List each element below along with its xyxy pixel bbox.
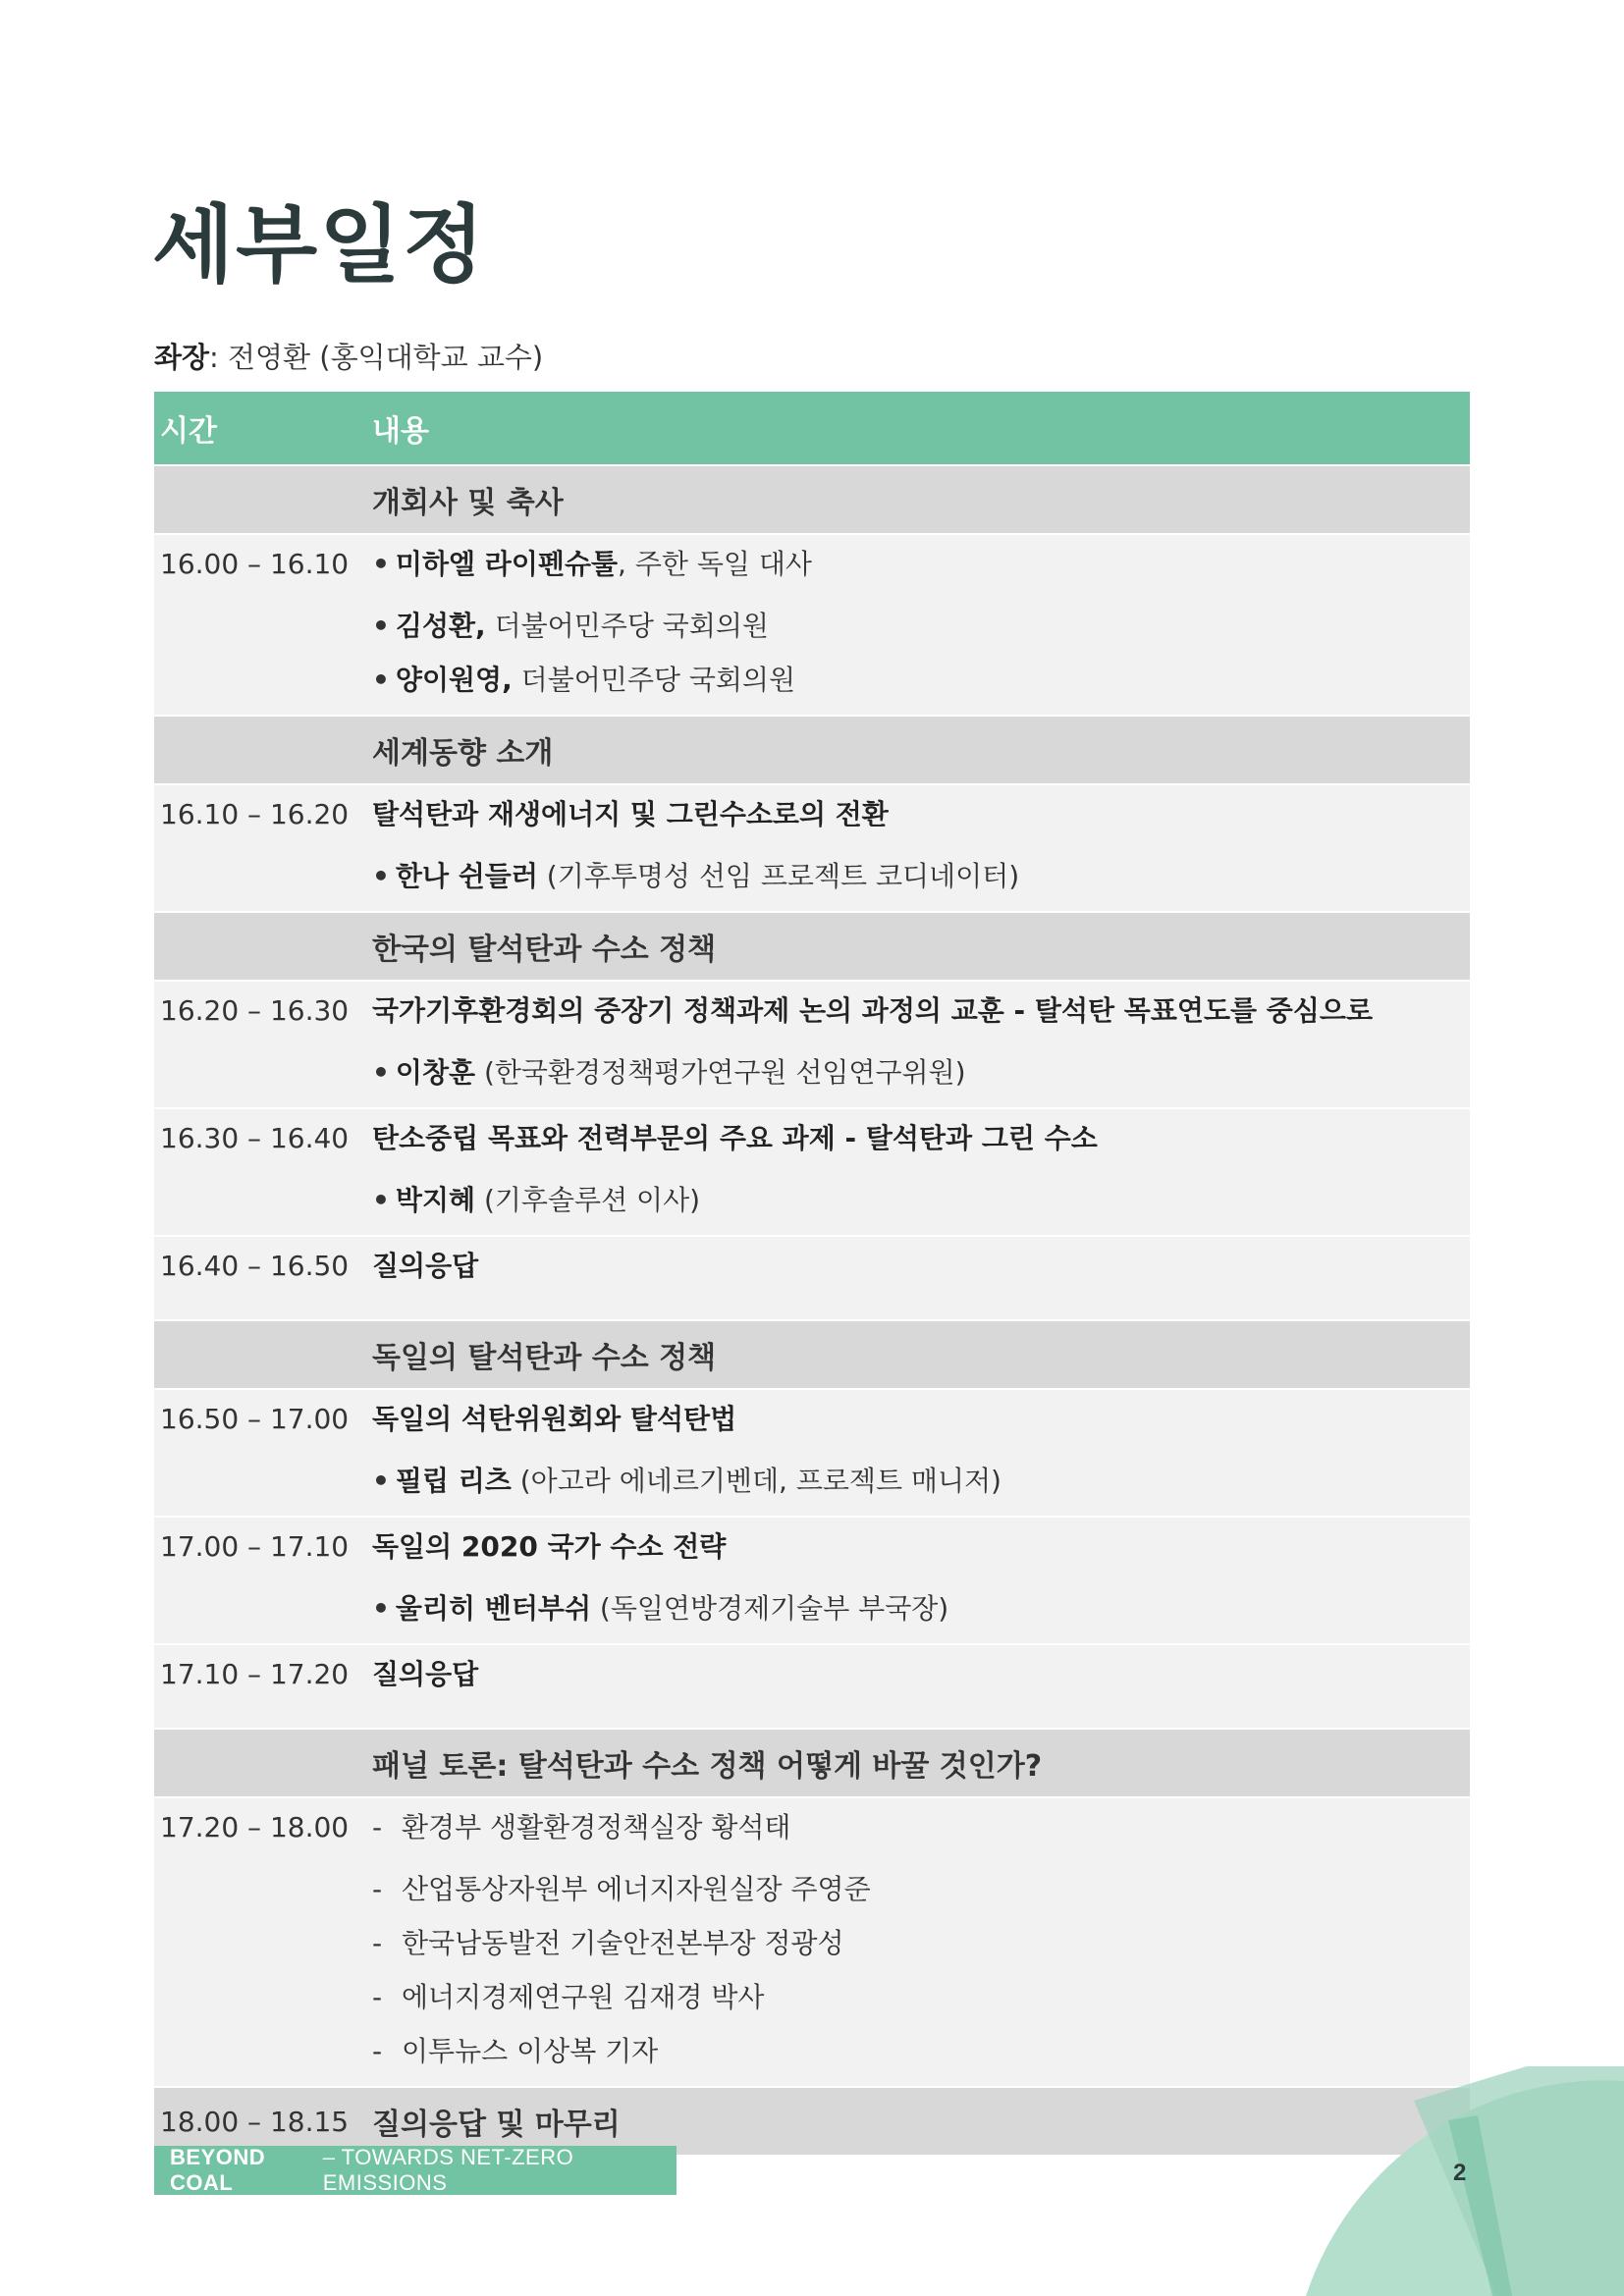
speaker-name: 울리히 벤터부쉬 — [395, 1592, 591, 1625]
row-content — [372, 1247, 1470, 1319]
row-time: 16.40 – 16.50 — [160, 1250, 350, 1282]
header-content: 내용 — [372, 414, 429, 449]
speaker-name: 필립 리츠 — [395, 1465, 512, 1497]
speaker-name: 김성환, — [395, 610, 486, 642]
table-row — [154, 1516, 1470, 1643]
section-header — [154, 464, 1470, 533]
list-item — [372, 1045, 1470, 1099]
table-header — [154, 392, 1470, 464]
bullet-icon: • — [372, 548, 390, 580]
page-title: 세부일정 — [152, 196, 487, 294]
speaker-detail: (기후솔루션 이사) — [475, 1184, 701, 1216]
section-header — [154, 1728, 1470, 1796]
section-title: 독일의 탈석탄과 수소 정책 — [372, 1341, 717, 1375]
bullet-icon: • — [372, 610, 390, 642]
list-item — [372, 1970, 1470, 2024]
speaker-detail: 한국남동발전 기술안전본부장 정광성 — [402, 1927, 844, 1959]
table-row — [154, 1235, 1470, 1319]
list-item — [372, 1581, 1470, 1635]
chair-line — [154, 336, 543, 376]
row-time: 17.00 – 17.10 — [160, 1530, 350, 1563]
speaker-name: 이창훈 — [395, 1056, 476, 1089]
bullet-icon: • — [372, 1056, 390, 1089]
row-heading: 국가기후환경회의 중장기 정책과제 논의 과정의 교훈 - 탈석탄 목표연도를 중심으로 — [372, 994, 1373, 1027]
speaker-detail: 에너지경제연구원 김재경 박사 — [402, 1981, 765, 2013]
speaker-detail: 환경부 생활환경정책실장 황석태 — [402, 1811, 791, 1843]
row-time: 16.20 – 16.30 — [160, 994, 350, 1027]
speaker-name: 한나 쉰들러 — [395, 860, 538, 892]
table-row — [154, 1643, 1470, 1728]
speaker-detail: 이투뉴스 이상복 기자 — [402, 2035, 659, 2067]
speaker-detail: 산업통상자원부 에너지자원실장 주영준 — [402, 1873, 871, 1905]
speaker-name: 박지혜 — [395, 1184, 476, 1216]
section-title: 패널 토론: 탈석탄과 수소 정책 어떻게 바꿀 것인가? — [372, 1749, 1043, 1784]
footer-tagline: – TOWARDS NET-ZERO EMISSIONS — [322, 2145, 574, 2195]
row-heading: 독일의 2020 국가 수소 전략 — [372, 1530, 727, 1563]
row-content — [372, 1655, 1470, 1728]
table-body — [154, 464, 1470, 2155]
row-content — [372, 991, 1470, 1099]
list-item — [372, 1808, 1470, 1847]
footer-brand: BEYOND COAL — [170, 2145, 266, 2195]
closing-time: 18.00 – 18.15 — [160, 2105, 350, 2138]
list-item — [372, 545, 1470, 584]
row-content — [372, 1527, 1470, 1635]
row-content — [372, 795, 1470, 903]
list-item — [372, 1862, 1470, 1916]
bullet-icon: • — [372, 664, 390, 696]
chair-value: 전영환 (홍익대학교 교수) — [228, 341, 544, 374]
speaker-detail: (독일연방경제기술부 부국장) — [591, 1592, 949, 1625]
chair-label: 좌장 — [154, 341, 210, 374]
speaker-name: 양이원영, — [395, 664, 513, 696]
table-row — [154, 1388, 1470, 1516]
table-row — [154, 783, 1470, 911]
row-heading: 질의응답 — [372, 1250, 479, 1282]
list-item — [372, 1916, 1470, 1970]
footer-banner — [154, 2146, 677, 2195]
dash-icon: - — [372, 1981, 383, 2013]
dash-icon: - — [372, 1811, 383, 1843]
list-item — [372, 1454, 1470, 1508]
schedule-table — [154, 392, 1470, 2155]
closing-title: 질의응답 및 마무리 — [372, 2108, 621, 2142]
bullet-icon: • — [372, 1184, 390, 1216]
bullet-icon: • — [372, 1465, 390, 1497]
row-heading: 독일의 석탄위원회와 탈석탄법 — [372, 1403, 737, 1435]
section-title: 세계동향 소개 — [372, 736, 554, 771]
page-number: 2 — [1453, 2160, 1467, 2186]
section-header — [154, 715, 1470, 783]
speaker-detail: (아고라 에네르기벤데, 프로젝트 매니저) — [511, 1465, 1001, 1497]
table-row — [154, 1107, 1470, 1235]
row-time: 16.00 – 16.10 — [160, 548, 350, 580]
list-item — [372, 653, 1470, 707]
speaker-detail: (한국환경정책평가연구원 선임연구위원) — [475, 1056, 966, 1089]
row-time: 16.50 – 17.00 — [160, 1403, 350, 1435]
dash-icon: - — [372, 1927, 383, 1959]
header-time: 시간 — [160, 414, 217, 449]
row-content — [372, 1400, 1470, 1508]
row-content — [372, 1808, 1470, 2078]
list-item — [372, 599, 1470, 653]
row-heading: 탄소중립 목표와 전력부문의 주요 과제 - 탈석탄과 그린 수소 — [372, 1122, 1098, 1154]
speaker-detail: 더불어민주당 국회의원 — [485, 610, 769, 642]
speaker-detail: 더불어민주당 국회의원 — [512, 664, 796, 696]
table-row — [154, 980, 1470, 1107]
dash-icon: - — [372, 1873, 383, 1905]
speaker-detail: (기후투명성 선임 프로젝트 코디네이터) — [537, 860, 1020, 892]
bullet-icon: • — [372, 1592, 390, 1625]
row-content — [372, 1119, 1470, 1227]
row-content — [372, 545, 1470, 707]
row-time: 17.20 – 18.00 — [160, 1811, 350, 1843]
list-item — [372, 849, 1470, 903]
bullet-icon: • — [372, 860, 390, 892]
row-time: 16.10 – 16.20 — [160, 798, 350, 830]
section-title: 개회사 및 축사 — [372, 486, 564, 520]
row-time: 17.10 – 17.20 — [160, 1658, 350, 1690]
dash-icon: - — [372, 2035, 383, 2067]
section-header — [154, 1319, 1470, 1388]
section-header — [154, 911, 1470, 980]
chair-separator: : — [209, 341, 219, 374]
table-row — [154, 1796, 1470, 2086]
row-heading: 탈석탄과 재생에너지 및 그린수소로의 전환 — [372, 798, 889, 830]
list-item — [372, 1173, 1470, 1227]
table-row — [154, 533, 1470, 715]
section-title: 한국의 탈석탄과 수소 정책 — [372, 933, 717, 967]
speaker-detail: , 주한 독일 대사 — [618, 548, 812, 580]
speaker-name: 미하엘 라이펜슈툴 — [395, 548, 619, 580]
row-time: 16.30 – 16.40 — [160, 1122, 350, 1154]
corner-decoration — [1276, 2061, 1624, 2296]
row-heading: 질의응답 — [372, 1658, 479, 1690]
